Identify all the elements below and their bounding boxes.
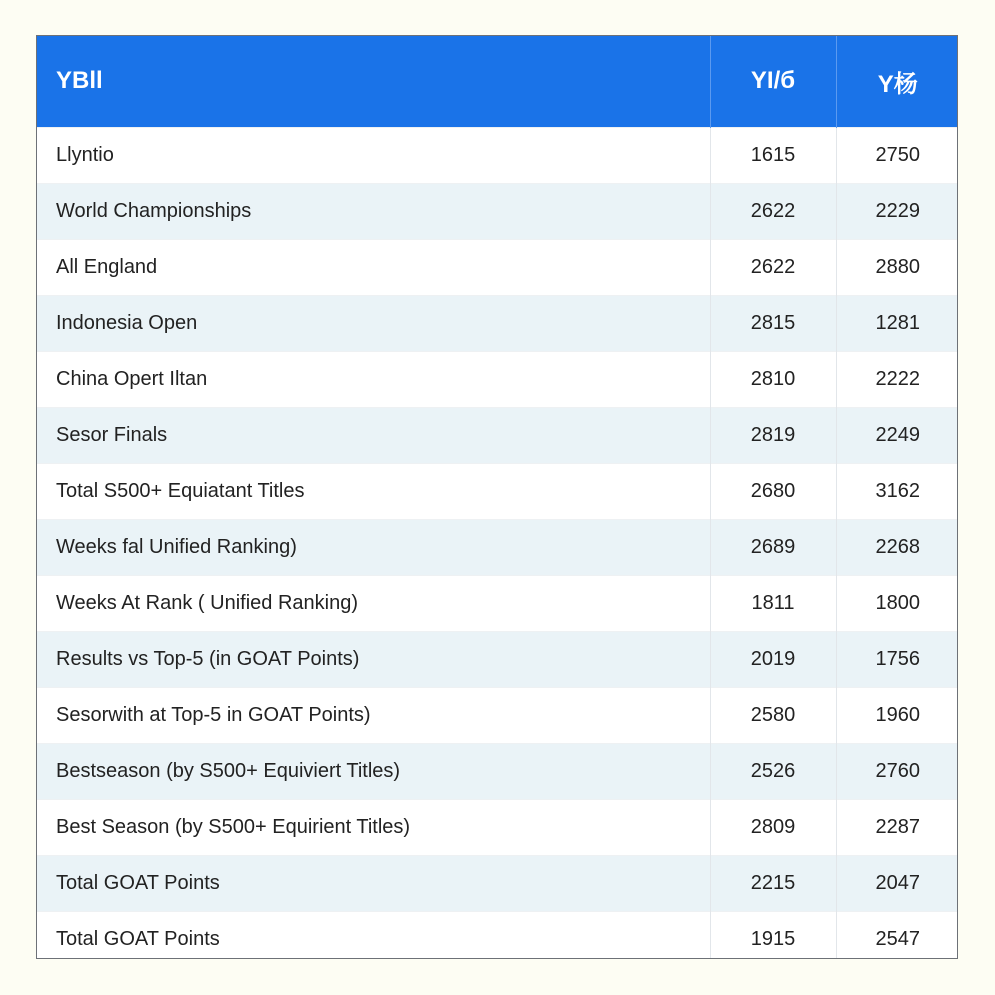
row-value-b: 2760 [836,743,958,799]
row-value-a: 2019 [710,631,836,687]
row-label: Sesor Finals [37,407,710,463]
row-value-a: 2815 [710,295,836,351]
row-label: Total GOAT Points [37,911,710,959]
row-value-a: 2810 [710,351,836,407]
table-row [37,855,958,911]
row-value-a: 2215 [710,855,836,911]
row-value-a: 2622 [710,239,836,295]
table-row [37,631,958,687]
row-value-b: 1756 [836,631,958,687]
header-row [37,36,958,127]
row-label: Results vs Top-5 (in GOAT Points) [37,631,710,687]
row-label: Best Season (by S500+ Equirient Titles) [37,799,710,855]
stats-table [37,36,958,959]
table-body [37,127,958,959]
row-value-b: 1281 [836,295,958,351]
row-value-a: 1915 [710,911,836,959]
table-row [37,295,958,351]
column-header-b: Y杨 [836,36,958,127]
table-row [37,519,958,575]
row-label: Total GOAT Points [37,855,710,911]
row-value-a: 2680 [710,463,836,519]
table-row [37,687,958,743]
table-row [37,799,958,855]
row-label: Bestseason (by S500+ Equiviert Titles) [37,743,710,799]
row-label: All England [37,239,710,295]
row-value-a: 1615 [710,127,836,183]
row-value-a: 2819 [710,407,836,463]
table-row [37,463,958,519]
table-row [37,911,958,959]
table-row [37,127,958,183]
row-value-b: 2547 [836,911,958,959]
row-label: Sesorwith at Top-5 in GOAT Points) [37,687,710,743]
table-row [37,183,958,239]
table-row [37,743,958,799]
table-row [37,351,958,407]
row-value-b: 2047 [836,855,958,911]
row-value-b: 2222 [836,351,958,407]
table-row [37,239,958,295]
row-value-a: 1811 [710,575,836,631]
row-label: Total S500+ Equiatant Titles [37,463,710,519]
row-label: Weeks At Rank ( Unified Ranking) [37,575,710,631]
column-header-label: YBll [56,67,103,95]
row-value-a: 2580 [710,687,836,743]
row-value-b: 2880 [836,239,958,295]
stats-table-frame [36,35,958,959]
table-header [37,36,958,127]
row-value-b: 2750 [836,127,958,183]
table-row [37,575,958,631]
row-value-b: 2287 [836,799,958,855]
row-label: World Championships [37,183,710,239]
row-value-a: 2809 [710,799,836,855]
row-label: Indonesia Open [37,295,710,351]
row-value-a: 2526 [710,743,836,799]
row-value-a: 2689 [710,519,836,575]
table-row [37,407,958,463]
row-value-b: 1960 [836,687,958,743]
row-label: Llyntio [37,127,710,183]
row-value-a: 2622 [710,183,836,239]
row-value-b: 3162 [836,463,958,519]
row-label: Weeks fal Unified Ranking) [37,519,710,575]
column-header-a: YI/б [710,36,836,127]
row-value-b: 2268 [836,519,958,575]
row-value-b: 2249 [836,407,958,463]
row-value-b: 1800 [836,575,958,631]
row-label: China Opert Iltan [37,351,710,407]
row-value-b: 2229 [836,183,958,239]
